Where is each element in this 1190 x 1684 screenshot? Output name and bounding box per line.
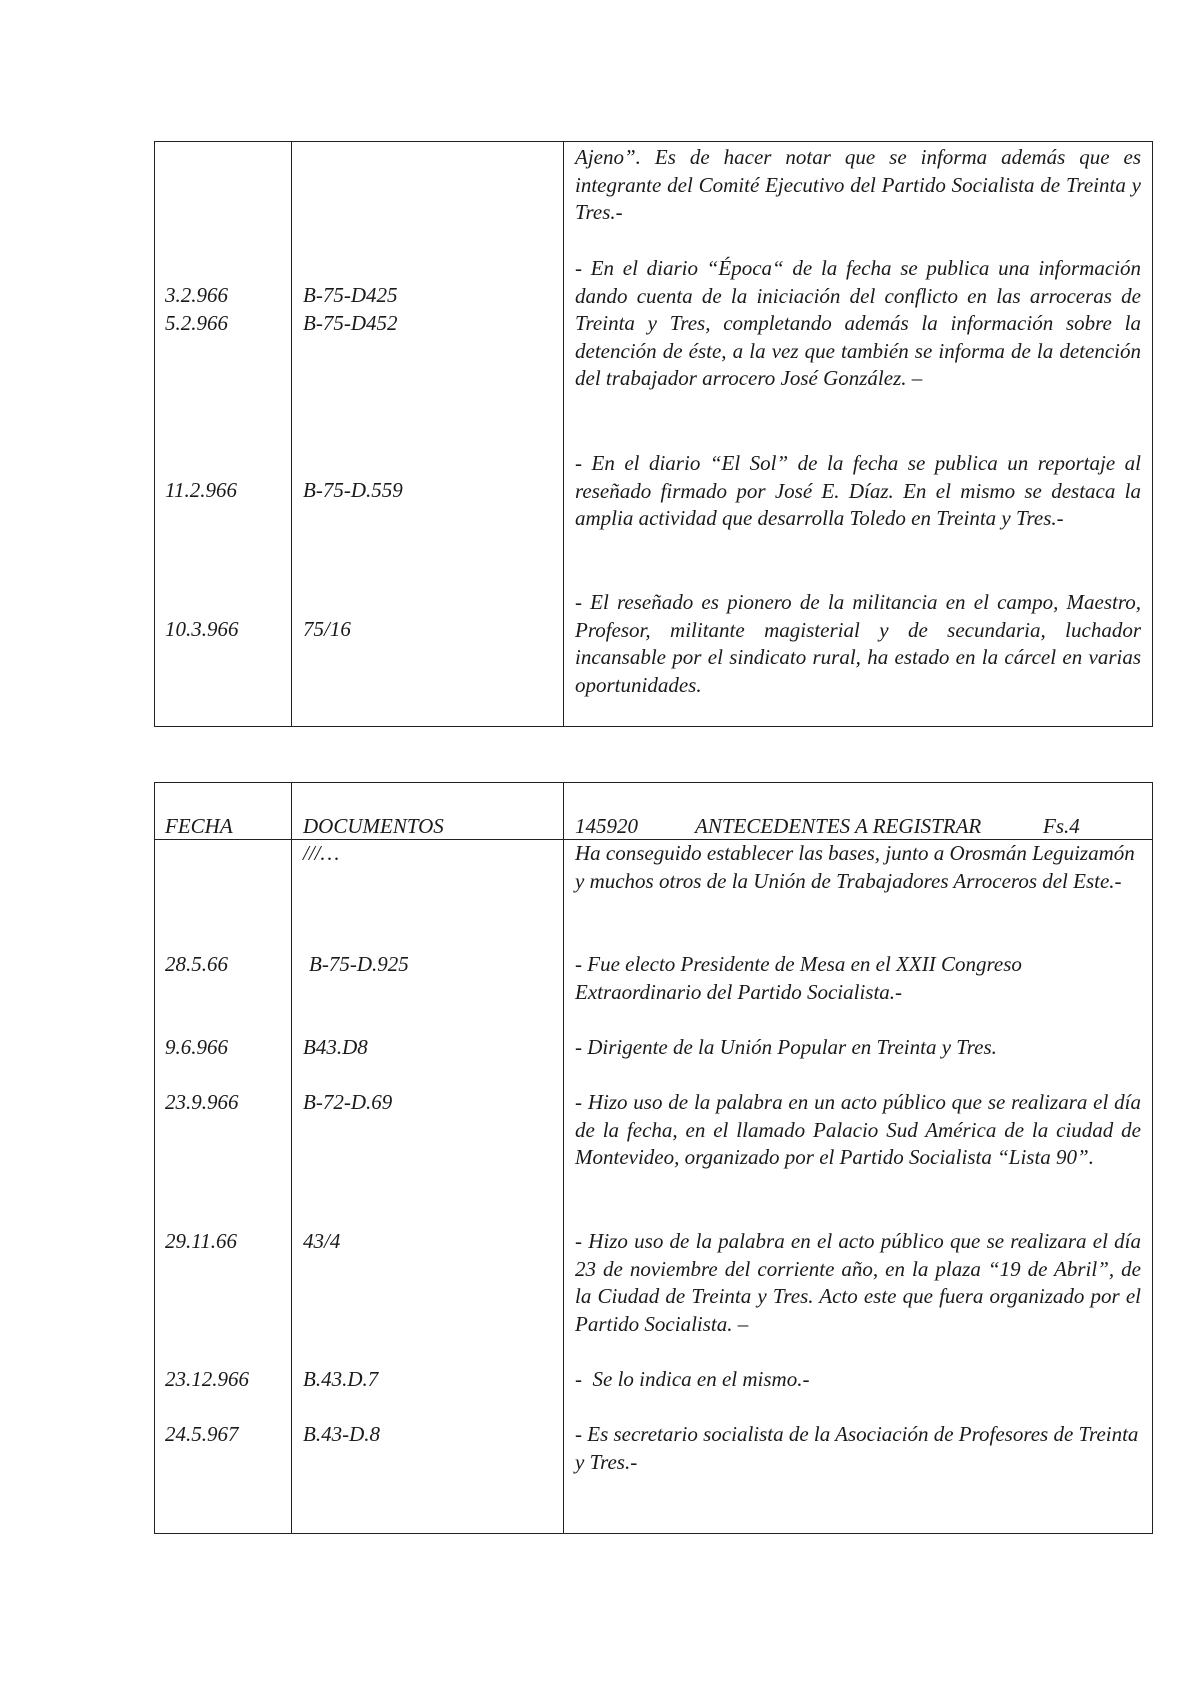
table-row-date: 3.2.966 (165, 283, 228, 307)
column-divider (291, 783, 292, 1533)
column-header-antecedentes: ANTECEDENTES A REGISTRAR (695, 814, 982, 838)
table-row-document: B-75-D.925 (309, 952, 409, 976)
folio-number: Fs.4 (1043, 814, 1080, 838)
table-row-date: 29.11.66 (165, 1229, 237, 1253)
table-row-document: ///… (303, 841, 340, 865)
column-header-fecha: FECHA (165, 814, 233, 838)
table-row-document: B-72-D.69 (303, 1090, 393, 1114)
table-row-text: - El reseñado es pionero de la militancia en el campo, Maestro, Profesor, militante magisterial y de secundaria, luchador incansable por el sindicato rural, ha estado en la cárcel en varias oportunidades. (575, 590, 1141, 697)
table-row-date: 24.5.967 (165, 1422, 239, 1446)
table-row-date: 11.2.966 (165, 478, 237, 502)
table-row-text: - Hizo uso de la palabra en un acto público que se realizara el día de la fecha, en el llamado Palacio Sud América de la ciudad de Montevideo, organizado por el Partido Socialista “Lista 90”. (575, 1090, 1141, 1169)
table-row-text: - Hizo uso de la palabra en el acto público que se realizara el día 23 de noviembre del corriente año, en la plaza “19 de Abril”, de la Ciudad de Treinta y Tres. Acto este que fuera organizado por el Partido Socialista. – (575, 1229, 1141, 1336)
records-table-continued (154, 141, 1153, 727)
table-row-date: 23.12.966 (165, 1367, 249, 1391)
table-row-text: - Dirigente de la Unión Popular en Treinta y Tres. (575, 1035, 997, 1059)
table-row-text: - Es secretario socialista de la Asociación de Profesores de Treinta y Tres.- (575, 1422, 1139, 1474)
table-row-document: B43.D8 (303, 1035, 368, 1059)
records-table (154, 782, 1153, 1534)
table-row-document: 43/4 (303, 1229, 341, 1253)
column-divider (291, 142, 292, 726)
table-row-date: 10.3.966 (165, 617, 239, 641)
table-row-document: B-75-D452 (303, 311, 398, 335)
table-row-text: - Fue electo Presidente de Mesa en el XXII Congreso Extraordinario del Partido Socialista.- (575, 952, 1022, 1004)
table-row-document: B-75-D425 (303, 283, 398, 307)
table-row-document: B-75-D.559 (303, 478, 403, 502)
table-row-text: - En el diario “El Sol” de la fecha se publica un reportaje al reseñado firmado por José E. Díaz. En el mismo se destaca la amplia actividad que desarrolla Toledo en Treinta y Tres.- (575, 451, 1141, 530)
table-row-document: B.43-D.8 (303, 1422, 380, 1446)
table-row-text: Ajeno”. Es de hacer notar que se informa además que es integrante del Comité Ejecutivo del Partido Socialista de Treinta y Tres.- (575, 145, 1141, 224)
table-row-date: 9.6.966 (165, 1035, 228, 1059)
table-row-document: 75/16 (303, 617, 351, 641)
table-row-text: Ha conseguido establecer las bases, junto a Orosmán Leguizamón y muchos otros de la Unión de Trabajadores Arroceros del Este.- (575, 841, 1135, 893)
column-divider (563, 783, 564, 1533)
table-row-date: 28.5.66 (165, 952, 228, 976)
table-row-date: 5.2.966 (165, 311, 228, 335)
table-row-text: - En el diario “Época“ de la fecha se publica una información dando cuenta de la iniciación del conflicto en las arroceras de Treinta y Tres, completando además la información sobre la detención de éste, a la vez que también se informa de la detención del trabajador arrocero José González. – (575, 256, 1141, 390)
table-row-date: 23.9.966 (165, 1090, 239, 1114)
column-header-documentos: DOCUMENTOS (303, 814, 444, 838)
table-row-document: B.43.D.7 (303, 1367, 379, 1391)
record-number: 145920 (575, 814, 638, 838)
column-divider (563, 142, 564, 726)
table-row-text: - Se lo indica en el mismo.- (575, 1367, 810, 1391)
